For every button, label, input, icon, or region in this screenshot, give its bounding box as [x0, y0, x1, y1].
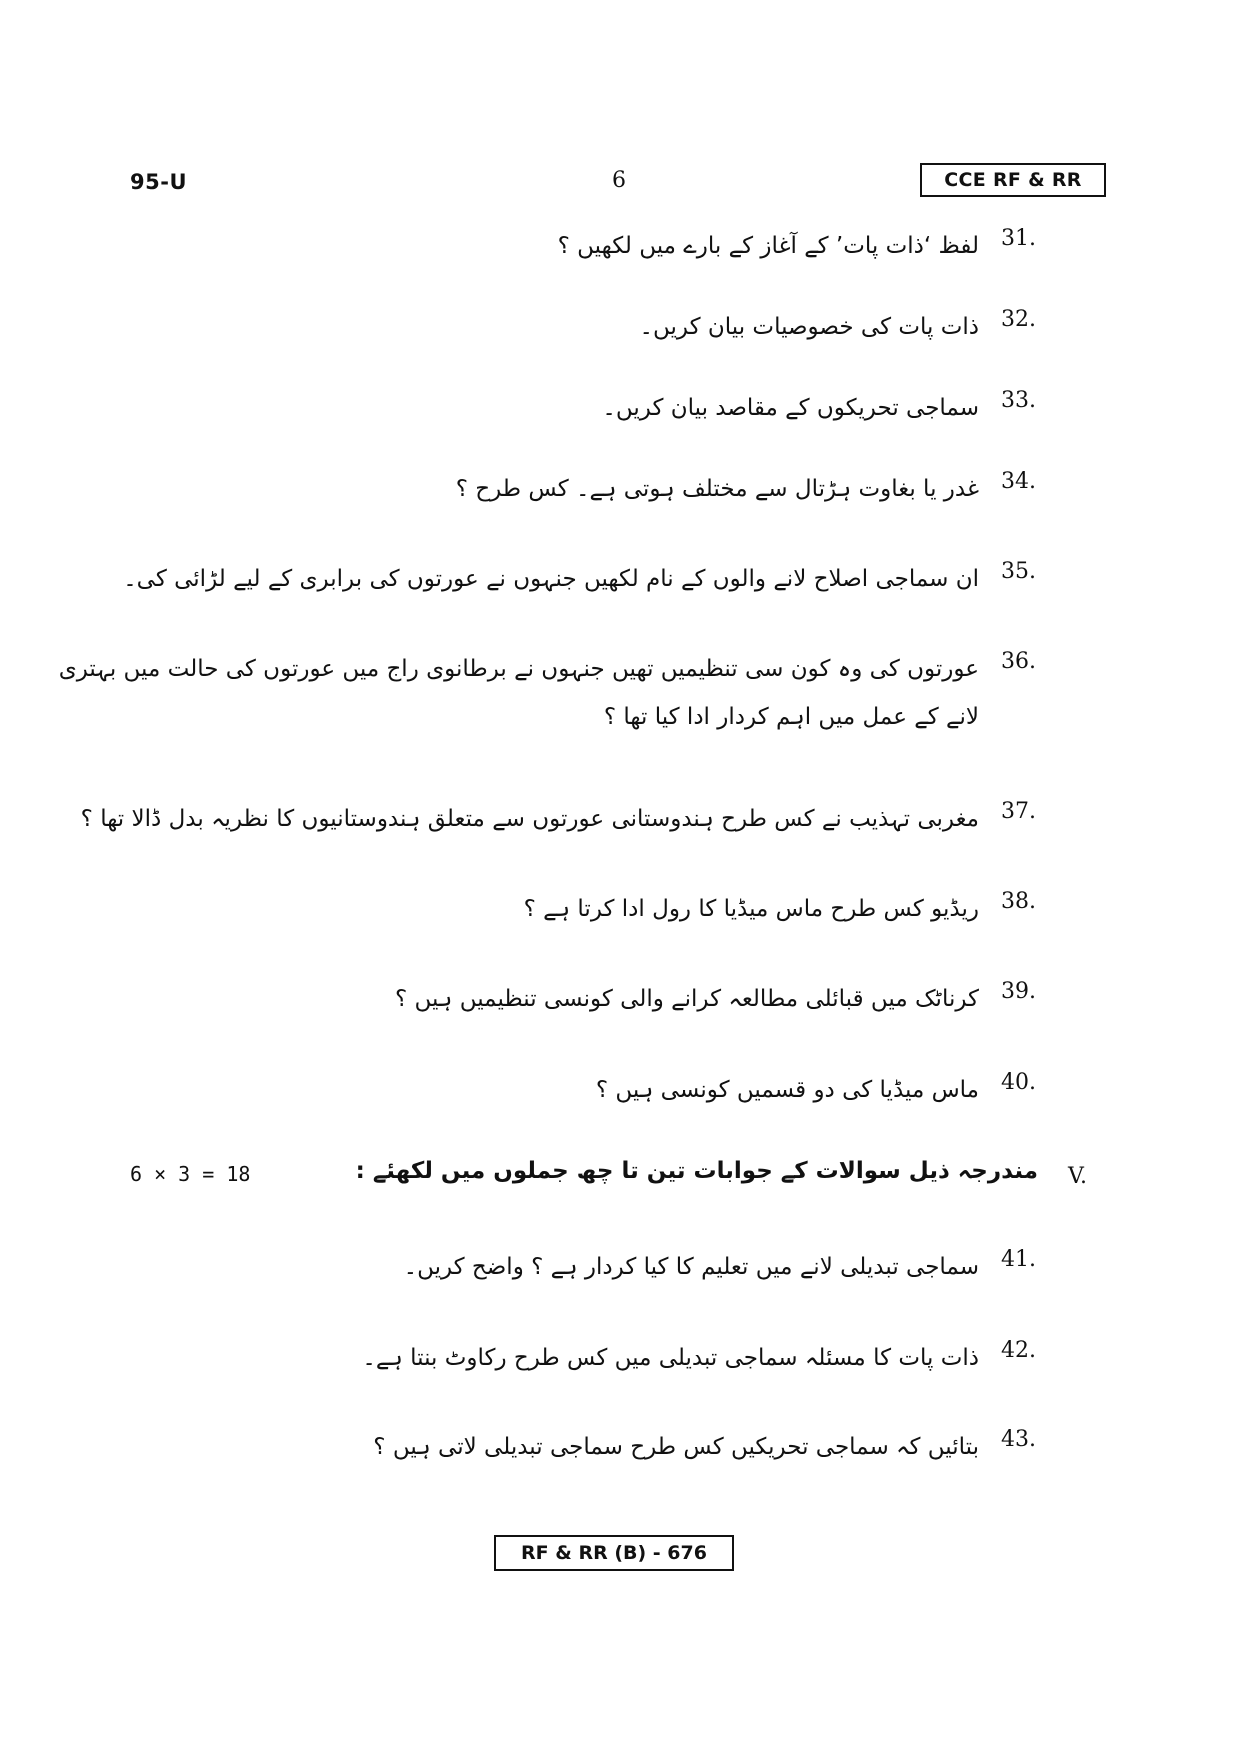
question-text: ماس میڈیا کی دو قسمیں کونسی ہیں ؟ [595, 1077, 979, 1103]
question-text: سماجی تبدیلی لانے میں تعلیم کا کیا کردار ہے ؟ واضح کریں۔ [403, 1254, 979, 1280]
page-number: 6 [612, 168, 626, 193]
question-number: 32. [1001, 307, 1036, 332]
question-34 [456, 465, 1045, 513]
question-31 [558, 222, 1045, 270]
question-number: 41. [1001, 1247, 1036, 1272]
question-number: 31. [1001, 226, 1036, 251]
exam-code-box: CCE RF & RR [920, 163, 1106, 197]
question-number: 40. [1001, 1070, 1036, 1095]
question-37 [81, 795, 1045, 843]
question-text: ذات پات کی خصوصیات بیان کریں۔ [639, 314, 979, 340]
question-41 [404, 1243, 1045, 1291]
question-number: 36. [1001, 649, 1036, 674]
question-text: عورتوں کی وہ کون سی تنظیمیں تھیں جنہوں نے برطانوی راج میں عورتوں کی حالت میں بہتری لانے کے عمل میں اہم کردار ادا کیا تھا ؟ [58, 656, 979, 730]
question-text: ان سماجی اصلاح لانے والوں کے نام لکھیں جنہوں نے عورتوں کی برابری کے لیے لڑائی کی۔ [123, 566, 979, 592]
question-40 [596, 1066, 1045, 1114]
question-text: کرناٹک میں قبائلی مطالعہ کرانے والی کونسی تنظیمیں ہیں ؟ [394, 986, 979, 1012]
question-number: 33. [1001, 388, 1036, 413]
question-32 [640, 303, 1045, 351]
question-number: 43. [1001, 1427, 1036, 1452]
question-36 [49, 645, 1045, 741]
question-text: ذات پات کا مسئلہ سماجی تبدیلی میں کس طرح رکاوٹ بنتا ہے۔ [362, 1345, 979, 1371]
question-38 [524, 885, 1045, 933]
question-35 [123, 555, 1045, 603]
question-text: غدر یا بغاوت ہڑتال سے مختلف ہوتی ہے۔ کس طرح ؟ [455, 476, 979, 502]
question-number: 38. [1001, 889, 1036, 914]
question-text: سماجی تحریکوں کے مقاصد بیان کریں۔ [602, 395, 979, 421]
question-text: لفظ ‘ذات پات’ کے آغاز کے بارے میں لکھیں ؟ [557, 233, 979, 259]
section-instruction: مندرجہ ذیل سوالات کے جوابات تین تا چھ جملوں میں لکھئے : [355, 1158, 1038, 1184]
question-number: 34. [1001, 469, 1036, 494]
section-number: V. [1068, 1164, 1088, 1189]
question-text: بتائیں کہ سماجی تحریکیں کس طرح سماجی تبدیلی لاتی ہیں ؟ [373, 1434, 979, 1460]
question-number: 42. [1001, 1338, 1036, 1363]
question-43 [373, 1423, 1045, 1471]
question-42 [362, 1334, 1045, 1382]
page-code: 95-U [130, 170, 187, 194]
question-number: 35. [1001, 559, 1036, 584]
section-marks: 6 × 3 = 18 [130, 1162, 251, 1186]
question-text: ریڈیو کس طرح ماس میڈیا کا رول ادا کرتا ہے ؟ [523, 896, 979, 922]
question-number: 37. [1001, 799, 1036, 824]
footer-code-box: RF & RR (B) - 676 [494, 1535, 734, 1571]
question-text: مغربی تہذیب نے کس طرح ہندوستانی عورتوں سے متعلق ہندوستانیوں کا نظریہ بدل ڈالا تھا ؟ [80, 806, 979, 832]
question-number: 39. [1001, 979, 1036, 1004]
question-33 [602, 384, 1045, 432]
question-39 [395, 975, 1045, 1023]
